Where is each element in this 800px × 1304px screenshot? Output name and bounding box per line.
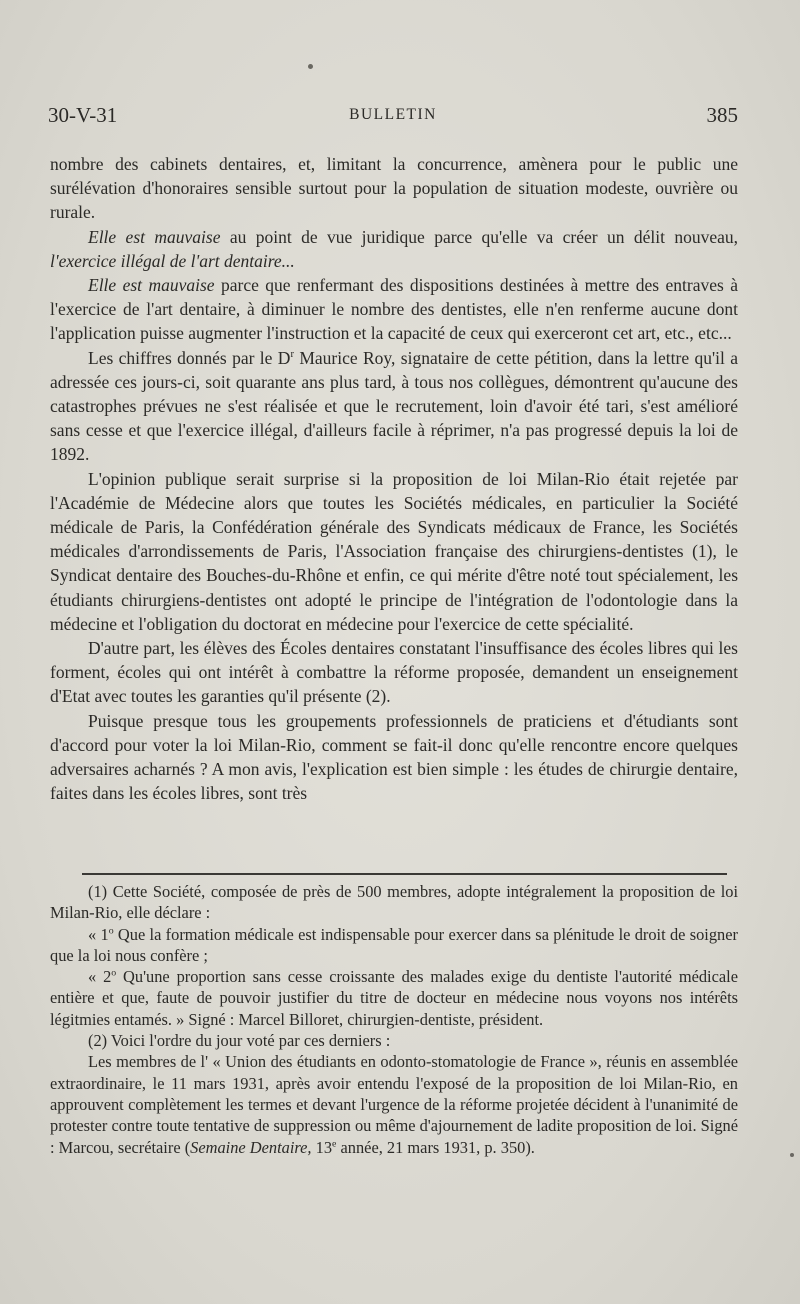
- paragraph: L'opinion publique serait surprise si la proposition de loi Milan-Rio était rejetée par l'Académie de Médecine alors que toutes les Sociétés médicales, en particulier la Société médicale de Paris, la Confédération générale des Syndicats médicaux de France, les Sociétés médicales d'arrondissements de Paris, l'Association française des chirurgiens-dentistes (1), le Syndicat dentaire des Bouches-du-Rhône et enfin, ce qui mérite d'être noté tout spécialement, les étudiants chirurgiens-dentistes ont adopté le principe de l'intégration de l'odontologie dans la médecine et l'obligation du doctorat en médecine pour l'exercice de cette spécialité.: [50, 468, 738, 634]
- footnotes: [50, 881, 738, 1158]
- ink-speck: [308, 64, 313, 69]
- paragraph: Les chiffres donnés par le $D^r$ Maurice Roy, signataire de cette pétition, dans la lettre qu'il a adressée ces jours-ci, soit quarante ans plus tard, à tous nos collègues, démontrent qu'aucune des catastrophes prévues ne s'est réalisée et que le recrutement, loin d'avoir été tari, s'est amélioré sans cesse et que l'exercice illégal, d'ailleurs facile à réprimer, n'a pas progressé depuis la loi de 1892.: [50, 347, 738, 465]
- paragraph: Elle est mauvaise parce que renfermant des dispositions destinées à mettre des entraves à l'exercice de l'art dentaire, à diminuer le nombre des dentistes, elle n'en renferme aucune dont l'application puisse augmenter l'instruction et la capacité de ceux qui exerceront cet art, etc., etc...: [50, 275, 739, 344]
- footnote: Les membres de l' « Union des étudiants en odonto-stomatologie de France », réunis en assemblée extraordinaire, le 11 mars 1931, après avoir entendu l'exposé de la proposition de loi Milan-Rio, en approuvent complètement les termes et devant l'urgence de la réforme projetée décident à l'unanimité de protester contre toute tentative de suppression ou même d'ajournement de ladite proposition de loi. Signé : Marcou, secrétaire (Semaine Dentaire, 13e année, 21 mars 1931, p. 350).: [50, 1052, 738, 1157]
- footnote: « 2$^o$ Qu'une proportion sans cesse croissante des malades exige du dentiste l'autorité médicale entière et que, faute de pouvoir justifier du titre de docteur en médecine nous voyons nos intérêts légitmies entamés. » Signé : Marcel Billoret, chirurgien-dentiste, président.: [50, 967, 738, 1029]
- paragraph: Puisque presque tous les groupements professionnels de praticiens et d'étudiants sont d'accord pour voter la loi Milan-Rio, comment se fait-il donc qu'elle rencontre encore quelques adversaires acharnés ? A mon avis, l'explication est bien simple : les études de chirurgie dentaire, faites dans les écoles libres, sont très: [50, 710, 738, 804]
- page-number: 385: [706, 103, 738, 127]
- issue-date: 30-V-31: [48, 103, 118, 127]
- footnote-divider: [82, 873, 727, 875]
- running-header: [48, 103, 738, 133]
- paragraph: Elle est mauvaise au point de vue juridique parce qu'elle va créer un délit nouveau, l'exercice illégal de l'art dentaire...: [50, 226, 738, 271]
- footnote: (2) Voici l'ordre du jour voté par ces derniers :: [88, 1031, 391, 1051]
- footnote: « 1$^o$ Que la formation médicale est indispensable pour exercer dans sa plénitude le droit de soigner que la loi nous confère ;: [50, 924, 738, 965]
- paragraph: D'autre part, les élèves des Écoles dentaires constatant l'insuffisance des écoles libres qui les forment, écoles qui ont intérêt à combattre la réforme proposée, demandent un enseignement d'Etat avec toutes les garanties qu'il présente (2).: [50, 638, 738, 707]
- paragraph: nombre des cabinets dentaires, et, limitant la concurrence, amènera pour le public une surélévation d'honoraires sensible surtout pour la population de situation modeste, ouvrière ou rurale.: [50, 154, 738, 223]
- body-text: [50, 152, 738, 805]
- journal-title: BULLETIN: [349, 106, 437, 123]
- footnote: (1) Cette Société, composée de près de 500 membres, adopte intégralement la proposition de loi Milan-Rio, elle déclare :: [50, 882, 738, 923]
- ink-speck: [790, 1153, 794, 1157]
